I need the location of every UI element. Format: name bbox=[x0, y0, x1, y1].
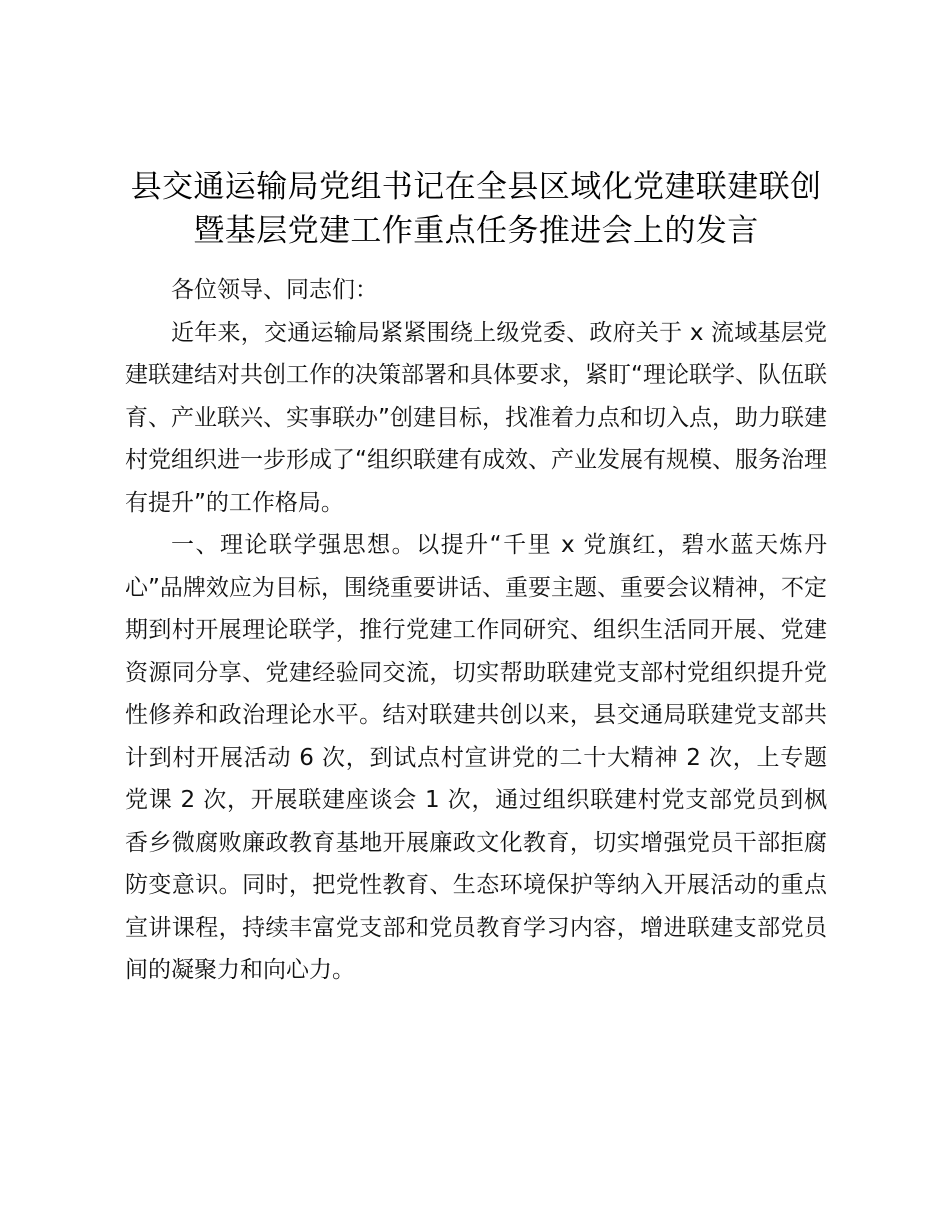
paragraph-list bbox=[125, 269, 827, 992]
intro-paragraph: 近年来，交通运输局紧紧围绕上级党委、政府关于 x 流域基层党建联建结对共创工作的决策部署和具体要求，紧盯“理论联学、队伍联育、产业联兴、实事联办”创建目标，找准着力点和切入点，助力联建村党组织进一步形成了“组织联建有成效、产业发展有规模、服务治理有提升”的工作格局。 bbox=[125, 319, 827, 516]
section-one-paragraph: 一、理论联学强思想。以提升“千里 x 党旗红，碧水蓝天炼丹心”品牌效应为目标，围绕重要讲话、重要主题、重要会议精神，不定期到村开展理论联学，推行党建工作同研究、组织生活同开展、党建资源同分享、党建经验同交流，切实帮助联建党支部村党组织提升党性修养和政治理论水平。结对联建共创以来，县交通局联建党支部共计到村开展活动 6 次，到试点村宣讲党的二十大精神 2 次，上专题党课 2 次，开展联建座谈会 1 次，通过组织联建村党支部党员到枫香乡微腐败廉政教育基地开展廉政文化教育，切实增强党员干部拒腐防变意识。同时，把党性教育、生态环境保护等纳入开展活动的重点宣讲课程，持续丰富党支部和党员教育学习内容，增进联建支部党员间的凝聚力和向心力。 bbox=[125, 532, 827, 983]
document-body bbox=[125, 165, 827, 992]
salutation-paragraph: 各位领导、同志们： bbox=[171, 277, 378, 303]
document-title: 县交通运输局党组书记在全县区域化党建联建联创暨基层党建工作重点任务推进会上的发言 bbox=[130, 169, 822, 249]
